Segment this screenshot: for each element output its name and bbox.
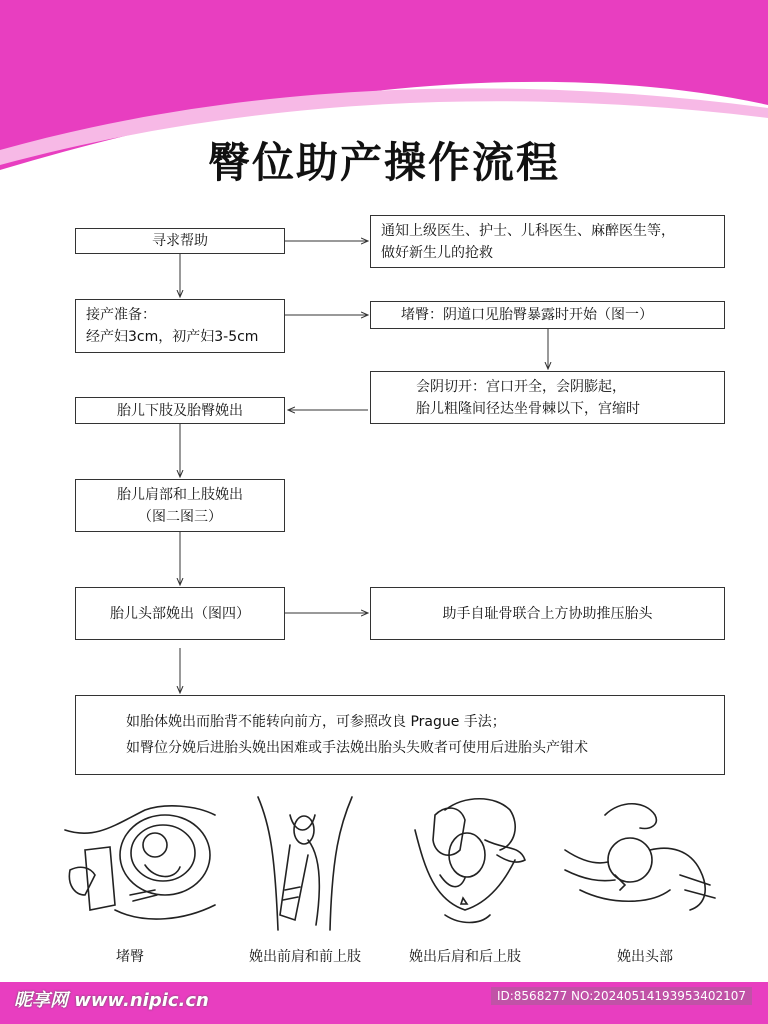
step-text: 做好新生儿的抢救 (381, 244, 493, 261)
step-lower-limb (75, 397, 285, 424)
step-episiotomy (370, 371, 725, 424)
step-text: 如胎体娩出而胎背不能转向前方，可参照改良 Prague 手法； (126, 714, 506, 730)
illustration-block-breech (55, 795, 225, 935)
step-block (370, 301, 725, 329)
step-text: 经产妇3cm，初产妇3-5cm (86, 329, 259, 345)
image-id: ID:8568277 NO:20240514193953402107 (491, 987, 752, 1005)
step-assistant (370, 587, 725, 640)
step-text: 胎儿头部娩出（图四） (110, 605, 250, 622)
caption-posterior-shoulder: 娩出后肩和后上肢 (409, 949, 521, 965)
step-text: 会阴切开：宫口开全，会阴膨起， (416, 378, 626, 395)
step-notify (370, 215, 725, 268)
step-text: 如臀位分娩后进胎头娩出困难或手法娩出胎头失败者可使用后进胎头产钳术 (126, 740, 588, 756)
step-text: 助手自耻骨联合上方协助推压胎头 (442, 605, 653, 622)
step-shoulder (75, 479, 285, 532)
watermark-logo: 昵享网 www.nipic.cn (14, 990, 209, 1011)
step-text: 接产准备： (86, 307, 156, 323)
step-note (75, 695, 725, 775)
step-text: 胎儿下肢及胎臀娩出 (117, 402, 243, 419)
step-text: 胎儿肩部和上肢娩出 (117, 486, 243, 503)
step-text: 胎儿粗隆间径达坐骨棘以下，宫缩时 (416, 400, 640, 417)
step-text: （图二图三） (138, 508, 222, 525)
page-title: 臀位助产操作流程 (207, 138, 560, 187)
step-prep (75, 299, 285, 353)
step-text: 通知上级医生、护士、儿科医生、麻醉医生等， (381, 222, 675, 239)
step-text: 寻求帮助 (152, 233, 208, 249)
caption-head-delivery: 娩出头部 (617, 949, 673, 965)
illustration-posterior-shoulder (405, 790, 530, 935)
step-head (75, 587, 285, 640)
caption-block-breech: 堵臀 (116, 949, 144, 965)
step-text: 堵臀：阴道口见胎臀暴露时开始（图一） (401, 307, 653, 323)
caption-anterior-shoulder: 娩出前肩和前上肢 (249, 949, 361, 965)
step-seek-help (75, 228, 285, 254)
illustration-anterior-shoulder (250, 795, 360, 935)
illustration-head-delivery (560, 790, 730, 930)
